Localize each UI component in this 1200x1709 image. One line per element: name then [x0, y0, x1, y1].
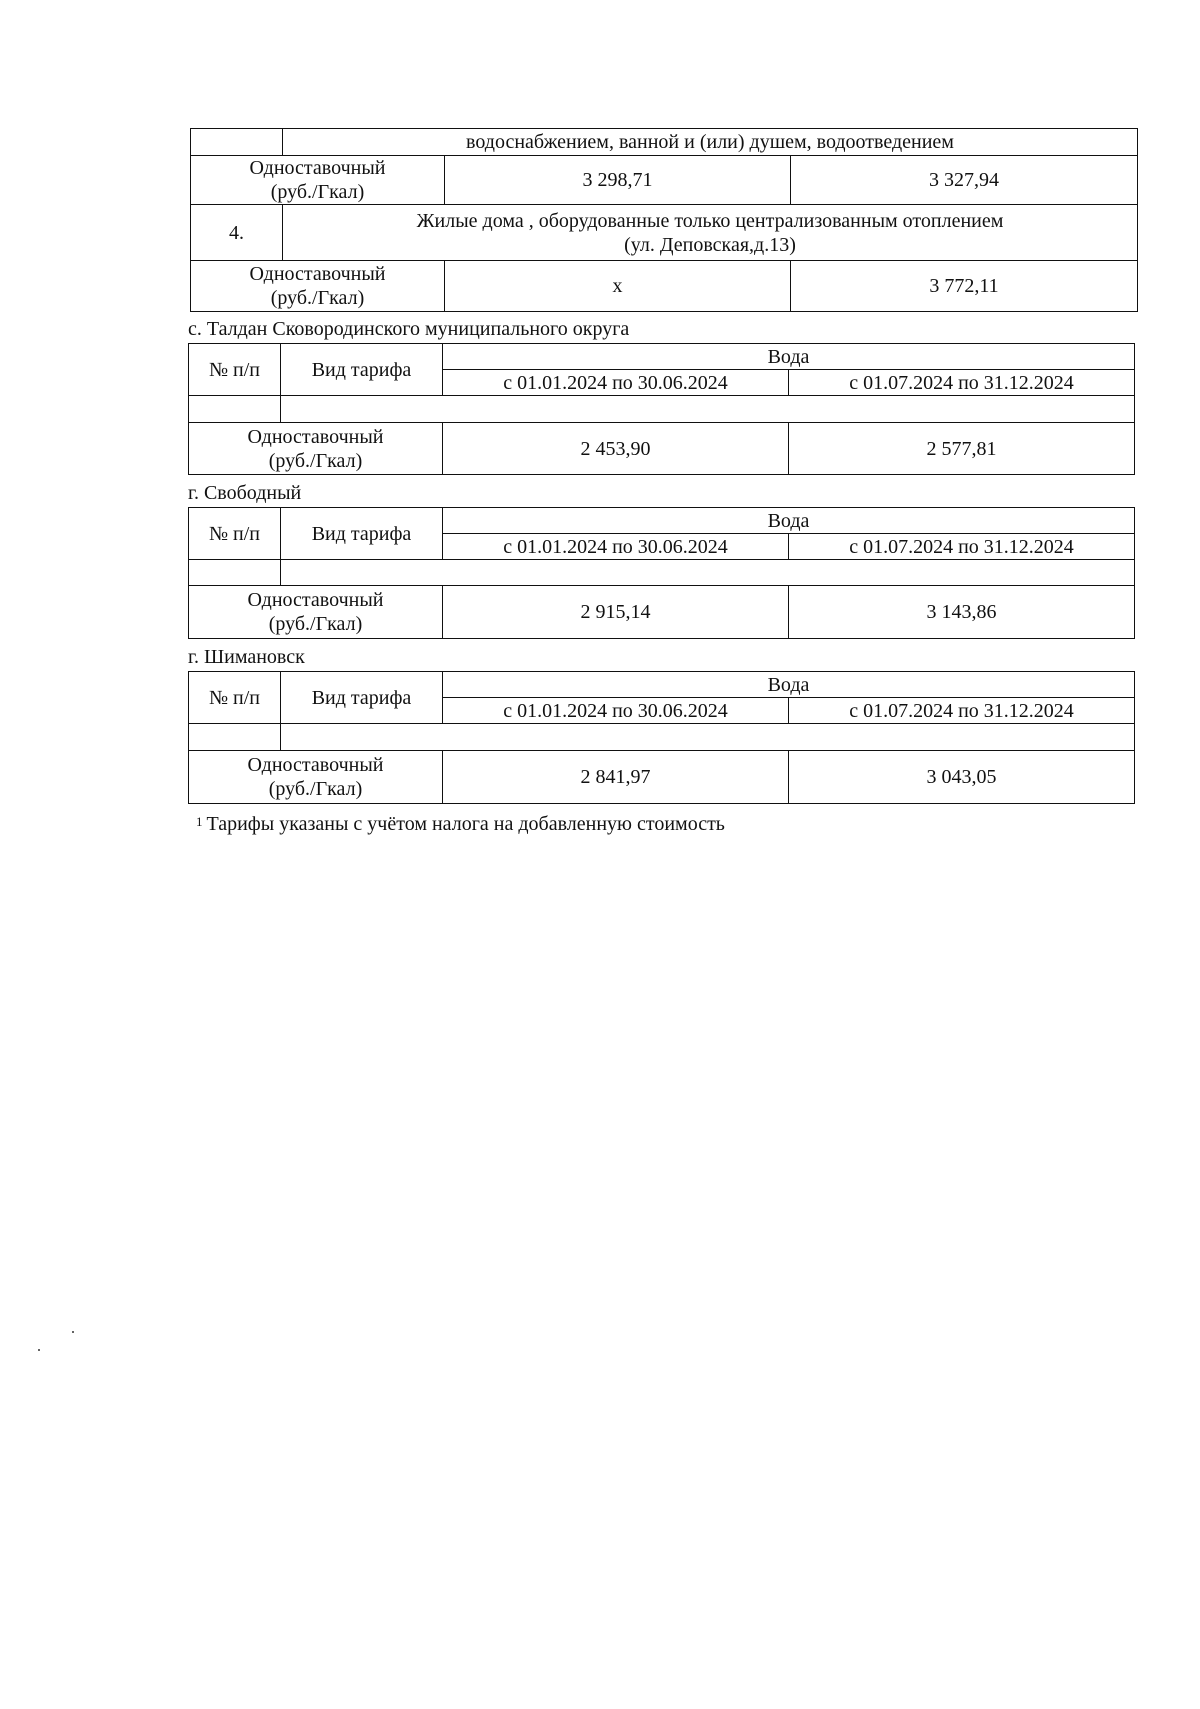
col-header-period: с 01.07.2024 по 31.12.2024: [789, 370, 1135, 396]
table-row: [189, 344, 1135, 370]
table-row: [191, 156, 1138, 205]
section-caption: г. Свободный: [188, 482, 302, 504]
col-header-type: Вид тарифа: [281, 672, 443, 724]
section-caption: г. Шимановск: [188, 646, 305, 668]
tariff-type-cell: Одноставочный (руб./Гкал): [189, 586, 443, 639]
value-cell: 2 453,90: [443, 423, 789, 475]
table-row: [189, 586, 1135, 639]
value-cell: х: [445, 261, 791, 312]
table-row: [189, 724, 1135, 751]
value-cell: 3 298,71: [445, 156, 791, 205]
col-header-type: Вид тарифа: [281, 344, 443, 396]
footnote-text: Тарифы указаны с учётом налога на добавленную стоимость: [206, 813, 725, 835]
value-cell: 3 143,86: [789, 586, 1135, 639]
col-header-period: с 01.01.2024 по 30.06.2024: [443, 370, 789, 396]
row-number-cell: 4.: [191, 205, 283, 261]
footnote-mark: 1: [196, 814, 203, 829]
footnote: [196, 812, 725, 836]
tariff-table-svobodny: [188, 507, 1135, 639]
table-row: [191, 205, 1138, 261]
col-header-period: с 01.01.2024 по 30.06.2024: [443, 534, 789, 560]
col-header-type: Вид тарифа: [281, 508, 443, 560]
col-header-group: Вода: [443, 344, 1135, 370]
col-header-period: с 01.07.2024 по 31.12.2024: [789, 534, 1135, 560]
tariff-type-cell: Одноставочный (руб./Гкал): [189, 751, 443, 804]
value-cell: 2 577,81: [789, 423, 1135, 475]
table-row: [189, 751, 1135, 804]
category-cell: [281, 724, 1135, 751]
row-number-cell: [191, 129, 283, 156]
value-cell: 2 915,14: [443, 586, 789, 639]
section-caption: с. Талдан Сковородинского муниципального округа: [188, 318, 630, 340]
row-number-cell: [189, 560, 281, 586]
category-cell: Жилые дома , оборудованные только централизованным отоплением (ул. Деповская,д.13): [283, 205, 1138, 261]
tariff-type-cell: Одноставочный (руб./Гкал): [191, 261, 445, 312]
table-row: [189, 560, 1135, 586]
table-row: [191, 261, 1138, 312]
tariff-table-shimanovsk: [188, 671, 1135, 804]
value-cell: 2 841,97: [443, 751, 789, 804]
col-header-num: № п/п: [189, 672, 281, 724]
value-cell: 3 327,94: [791, 156, 1138, 205]
col-header-group: Вода: [443, 508, 1135, 534]
col-header-num: № п/п: [189, 508, 281, 560]
col-header-num: № п/п: [189, 344, 281, 396]
tariff-type-cell: Одноставочный (руб./Гкал): [191, 156, 445, 205]
scan-speck: [38, 1349, 40, 1351]
table-row: [189, 672, 1135, 698]
table-row: [189, 508, 1135, 534]
tariff-table-taldan: [188, 343, 1135, 475]
row-number-cell: [189, 396, 281, 423]
table-row: [189, 396, 1135, 423]
col-header-period: с 01.01.2024 по 30.06.2024: [443, 698, 789, 724]
col-header-group: Вода: [443, 672, 1135, 698]
category-cell: [281, 560, 1135, 586]
scan-speck: [72, 1331, 74, 1333]
tariff-type-cell: Одноставочный (руб./Гкал): [189, 423, 443, 475]
tariff-table-continuation: [190, 128, 1138, 312]
value-cell: 3 772,11: [791, 261, 1138, 312]
category-cell: водоснабжением, ванной и (или) душем, водоотведением: [283, 129, 1138, 156]
table-row: [189, 423, 1135, 475]
category-cell: [281, 396, 1135, 423]
value-cell: 3 043,05: [789, 751, 1135, 804]
table-row: [191, 129, 1138, 156]
row-number-cell: [189, 724, 281, 751]
col-header-period: с 01.07.2024 по 31.12.2024: [789, 698, 1135, 724]
